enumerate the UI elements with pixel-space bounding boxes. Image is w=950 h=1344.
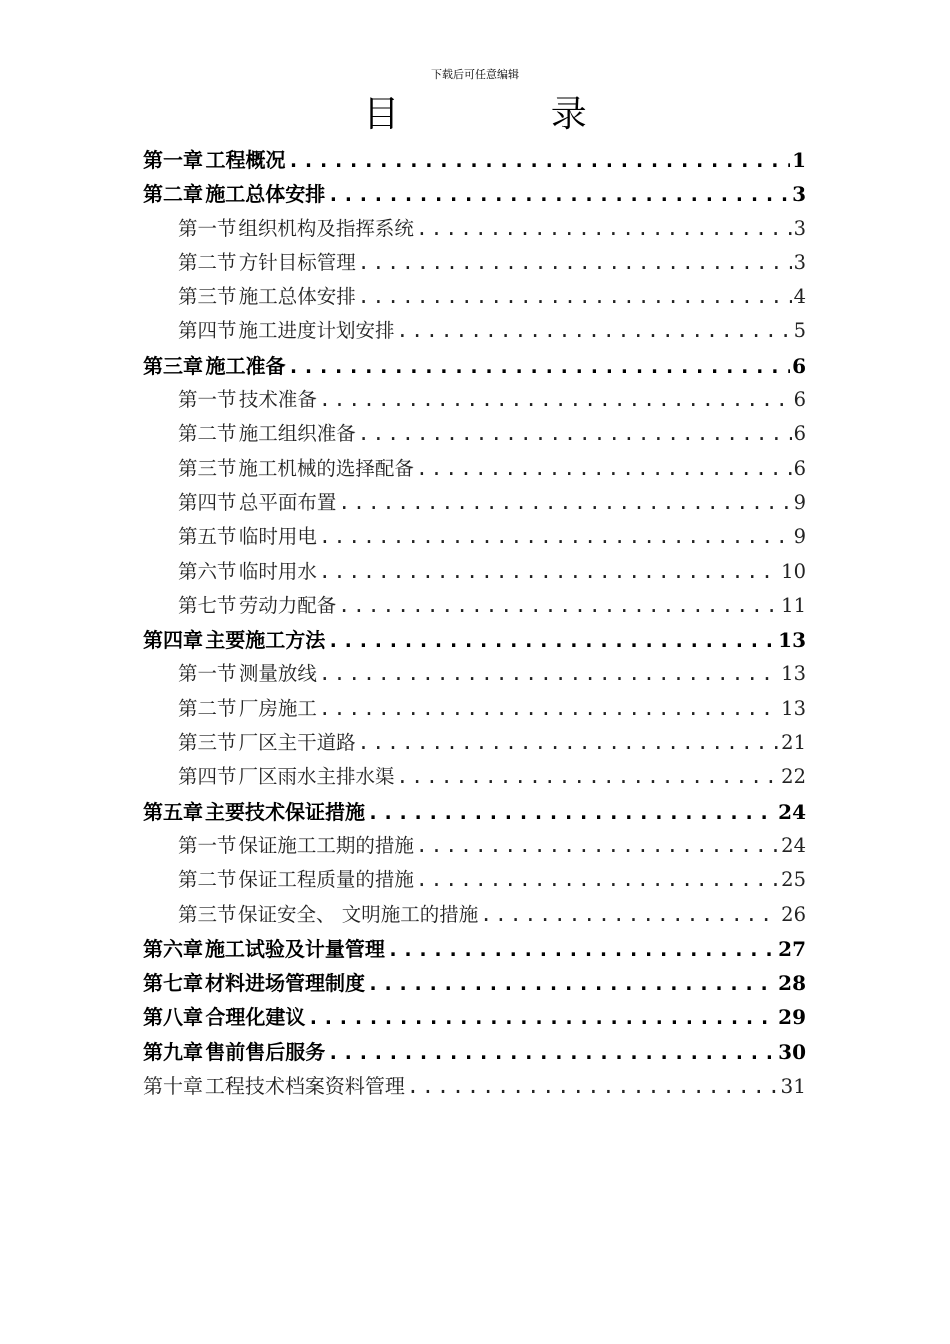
toc-entry-title: 施工进度计划安排 bbox=[238, 319, 395, 343]
toc-entry-number: 第二节 bbox=[178, 696, 237, 720]
toc-entry[interactable] bbox=[143, 349, 806, 383]
toc-entry-number: 第四节 bbox=[178, 765, 237, 789]
toc-entry-title: 方针目标管理 bbox=[238, 250, 356, 274]
toc-entry-title: 合理化建议 bbox=[205, 1005, 306, 1030]
toc-entry-title: 总平面布置 bbox=[238, 490, 337, 514]
toc-entry-page: 3 bbox=[793, 250, 806, 274]
toc-entry-page: 5 bbox=[793, 319, 806, 343]
toc-entry[interactable] bbox=[143, 1035, 806, 1069]
toc-entry-page: 13 bbox=[781, 662, 806, 686]
toc-leader-dots bbox=[319, 383, 792, 417]
toc-leader-dots bbox=[407, 1069, 779, 1103]
toc-leader-dots bbox=[338, 486, 791, 520]
toc-entry-title: 工程概况 bbox=[205, 148, 286, 172]
toc-entry[interactable] bbox=[143, 1069, 806, 1103]
toc-leader-dots bbox=[358, 726, 780, 760]
toc-entry-title: 工程技术档案资料管理 bbox=[204, 1074, 405, 1099]
toc-entry[interactable] bbox=[143, 177, 806, 211]
toc-entry-page: 9 bbox=[793, 525, 806, 549]
toc-leader-dots bbox=[387, 932, 776, 966]
toc-entry-title: 主要施工方法 bbox=[205, 628, 326, 653]
toc-entry-title: 临时用水 bbox=[238, 559, 317, 583]
toc-entry-page: 11 bbox=[781, 593, 806, 617]
toc-entry-page: 25 bbox=[781, 868, 806, 892]
toc-entry-title: 售前售后服务 bbox=[205, 1039, 326, 1064]
toc-entry-page: 3 bbox=[793, 216, 806, 240]
toc-leader-dots bbox=[319, 520, 792, 554]
toc-entry-number: 第三节 bbox=[178, 285, 237, 309]
toc-entry-number: 第一节 bbox=[178, 833, 237, 857]
toc-entry-title: 主要技术保证措施 bbox=[205, 799, 366, 824]
header-note: 下载后可任意编辑 bbox=[431, 68, 519, 81]
toc-entry[interactable] bbox=[143, 314, 806, 348]
toc-entry-number: 第七节 bbox=[178, 593, 237, 617]
toc-entry-title: 施工试验及计量管理 bbox=[204, 936, 385, 961]
toc-leader-dots bbox=[307, 1000, 776, 1034]
toc-entry-number: 第六章 bbox=[143, 936, 203, 961]
toc-entry-title: 厂区主干道路 bbox=[238, 731, 356, 755]
toc-entry-title: 保证工程质量的措施 bbox=[238, 868, 414, 892]
toc-entry-number: 第一节 bbox=[178, 388, 237, 412]
toc-entry-page: 10 bbox=[781, 559, 806, 583]
toc-entry-number: 第八章 bbox=[143, 1005, 203, 1030]
toc-entry[interactable] bbox=[143, 932, 806, 966]
toc-leader-dots bbox=[327, 623, 776, 657]
toc-entry-page: 3 bbox=[792, 182, 806, 207]
toc-leader-dots bbox=[327, 1035, 776, 1069]
toc-entry-page: 24 bbox=[778, 799, 806, 824]
toc-leader-dots bbox=[358, 280, 792, 314]
table-of-contents bbox=[143, 143, 806, 1103]
toc-entry-title: 施工总体安排 bbox=[205, 182, 326, 207]
toc-entry-page: 24 bbox=[781, 833, 806, 857]
toc-leader-dots bbox=[367, 795, 776, 829]
toc-entry[interactable] bbox=[143, 246, 806, 280]
toc-entry-page: 1 bbox=[792, 148, 806, 172]
page-title: 目 录 bbox=[363, 94, 657, 135]
toc-leader-dots bbox=[416, 452, 792, 486]
toc-entry-title: 临时用电 bbox=[238, 525, 317, 549]
toc-leader-dots bbox=[416, 863, 779, 897]
toc-entry-number: 第一节 bbox=[178, 662, 237, 686]
toc-entry-title: 施工机械的选择配备 bbox=[238, 456, 414, 480]
toc-entry-page: 22 bbox=[781, 765, 806, 789]
toc-entry[interactable] bbox=[143, 520, 806, 554]
toc-entry-number: 第四节 bbox=[178, 490, 237, 514]
toc-entry-title: 施工准备 bbox=[205, 353, 286, 378]
toc-leader-dots bbox=[319, 692, 779, 726]
toc-entry-page: 6 bbox=[793, 456, 806, 480]
toc-entry-number: 第四章 bbox=[143, 628, 203, 653]
toc-entry-page: 9 bbox=[793, 490, 806, 514]
toc-entry-number: 第三节 bbox=[178, 902, 237, 926]
toc-entry-number: 第四节 bbox=[178, 319, 237, 343]
toc-entry-number: 第一章 bbox=[143, 148, 203, 172]
toc-leader-dots bbox=[396, 760, 779, 794]
toc-entry-number: 第六节 bbox=[178, 559, 237, 583]
toc-entry[interactable] bbox=[143, 829, 806, 863]
toc-entry[interactable] bbox=[143, 623, 806, 657]
toc-entry-number: 第三节 bbox=[178, 731, 237, 755]
toc-leader-dots bbox=[338, 589, 779, 623]
toc-entry-page: 4 bbox=[793, 285, 806, 309]
toc-entry-title: 施工组织准备 bbox=[238, 422, 356, 446]
toc-leader-dots bbox=[288, 143, 791, 177]
toc-leader-dots bbox=[358, 417, 792, 451]
toc-entry[interactable] bbox=[143, 555, 806, 589]
toc-entry-title: 厂房施工 bbox=[238, 696, 317, 720]
toc-entry-title: 保证安全、 文明施工的措施 bbox=[238, 902, 479, 926]
toc-entry-page: 13 bbox=[781, 696, 806, 720]
toc-entry-page: 13 bbox=[778, 628, 806, 653]
toc-entry-number: 第九章 bbox=[143, 1039, 203, 1064]
toc-entry-number: 第三章 bbox=[143, 353, 203, 378]
toc-leader-dots bbox=[416, 829, 779, 863]
toc-entry[interactable] bbox=[143, 383, 806, 417]
toc-leader-dots bbox=[358, 246, 792, 280]
toc-entry[interactable] bbox=[143, 760, 806, 794]
toc-entry-page: 6 bbox=[793, 388, 806, 412]
toc-entry-page: 31 bbox=[780, 1074, 806, 1099]
toc-entry-number: 第二章 bbox=[143, 182, 203, 207]
toc-entry-number: 第五节 bbox=[178, 525, 237, 549]
toc-entry-title: 保证施工工期的措施 bbox=[238, 833, 414, 857]
toc-entry-number: 第一节 bbox=[178, 216, 237, 240]
toc-entry[interactable] bbox=[143, 863, 806, 897]
toc-entry[interactable] bbox=[143, 143, 806, 177]
toc-leader-dots bbox=[327, 177, 790, 211]
toc-entry-page: 30 bbox=[778, 1039, 806, 1064]
toc-entry-title: 施工总体安排 bbox=[238, 285, 356, 309]
toc-leader-dots bbox=[367, 966, 776, 1000]
toc-entry[interactable] bbox=[143, 280, 806, 314]
toc-entry-title: 测量放线 bbox=[238, 662, 317, 686]
toc-entry-number: 第三节 bbox=[178, 456, 237, 480]
toc-entry-title: 组织机构及指挥系统 bbox=[238, 216, 414, 240]
toc-entry-title: 材料进场管理制度 bbox=[205, 971, 366, 996]
toc-entry[interactable] bbox=[143, 589, 806, 623]
toc-leader-dots bbox=[288, 349, 791, 383]
toc-entry[interactable] bbox=[143, 657, 806, 691]
toc-entry[interactable] bbox=[143, 692, 806, 726]
toc-entry-title: 厂区雨水主排水渠 bbox=[238, 765, 395, 789]
toc-entry[interactable] bbox=[143, 452, 806, 486]
toc-entry-page: 26 bbox=[781, 902, 806, 926]
toc-entry[interactable] bbox=[143, 898, 806, 932]
toc-entry-page: 28 bbox=[778, 971, 806, 996]
toc-leader-dots bbox=[397, 314, 792, 348]
toc-entry-number: 第二节 bbox=[178, 868, 237, 892]
toc-entry-number: 第五章 bbox=[143, 799, 203, 824]
toc-leader-dots bbox=[319, 555, 779, 589]
toc-entry-page: 21 bbox=[781, 731, 806, 755]
toc-leader-dots bbox=[480, 898, 779, 932]
toc-entry-number: 第二节 bbox=[178, 250, 237, 274]
toc-entry-page: 6 bbox=[793, 422, 806, 446]
toc-entry-number: 第七章 bbox=[143, 971, 203, 996]
toc-entry[interactable] bbox=[143, 417, 806, 451]
toc-entry-page: 6 bbox=[792, 353, 806, 378]
toc-entry-page: 29 bbox=[778, 1005, 806, 1030]
toc-entry[interactable] bbox=[143, 486, 806, 520]
toc-leader-dots bbox=[416, 212, 792, 246]
toc-leader-dots bbox=[319, 657, 779, 691]
toc-entry-number: 第十章 bbox=[143, 1074, 203, 1099]
toc-entry[interactable] bbox=[143, 966, 806, 1000]
toc-entry-title: 劳动力配备 bbox=[238, 593, 337, 617]
toc-entry-title: 技术准备 bbox=[238, 388, 317, 412]
toc-entry[interactable] bbox=[143, 1000, 806, 1034]
toc-entry-page: 27 bbox=[778, 936, 806, 961]
toc-entry[interactable] bbox=[143, 795, 806, 829]
toc-entry[interactable] bbox=[143, 726, 806, 760]
toc-entry[interactable] bbox=[143, 212, 806, 246]
toc-entry-number: 第二节 bbox=[178, 422, 237, 446]
